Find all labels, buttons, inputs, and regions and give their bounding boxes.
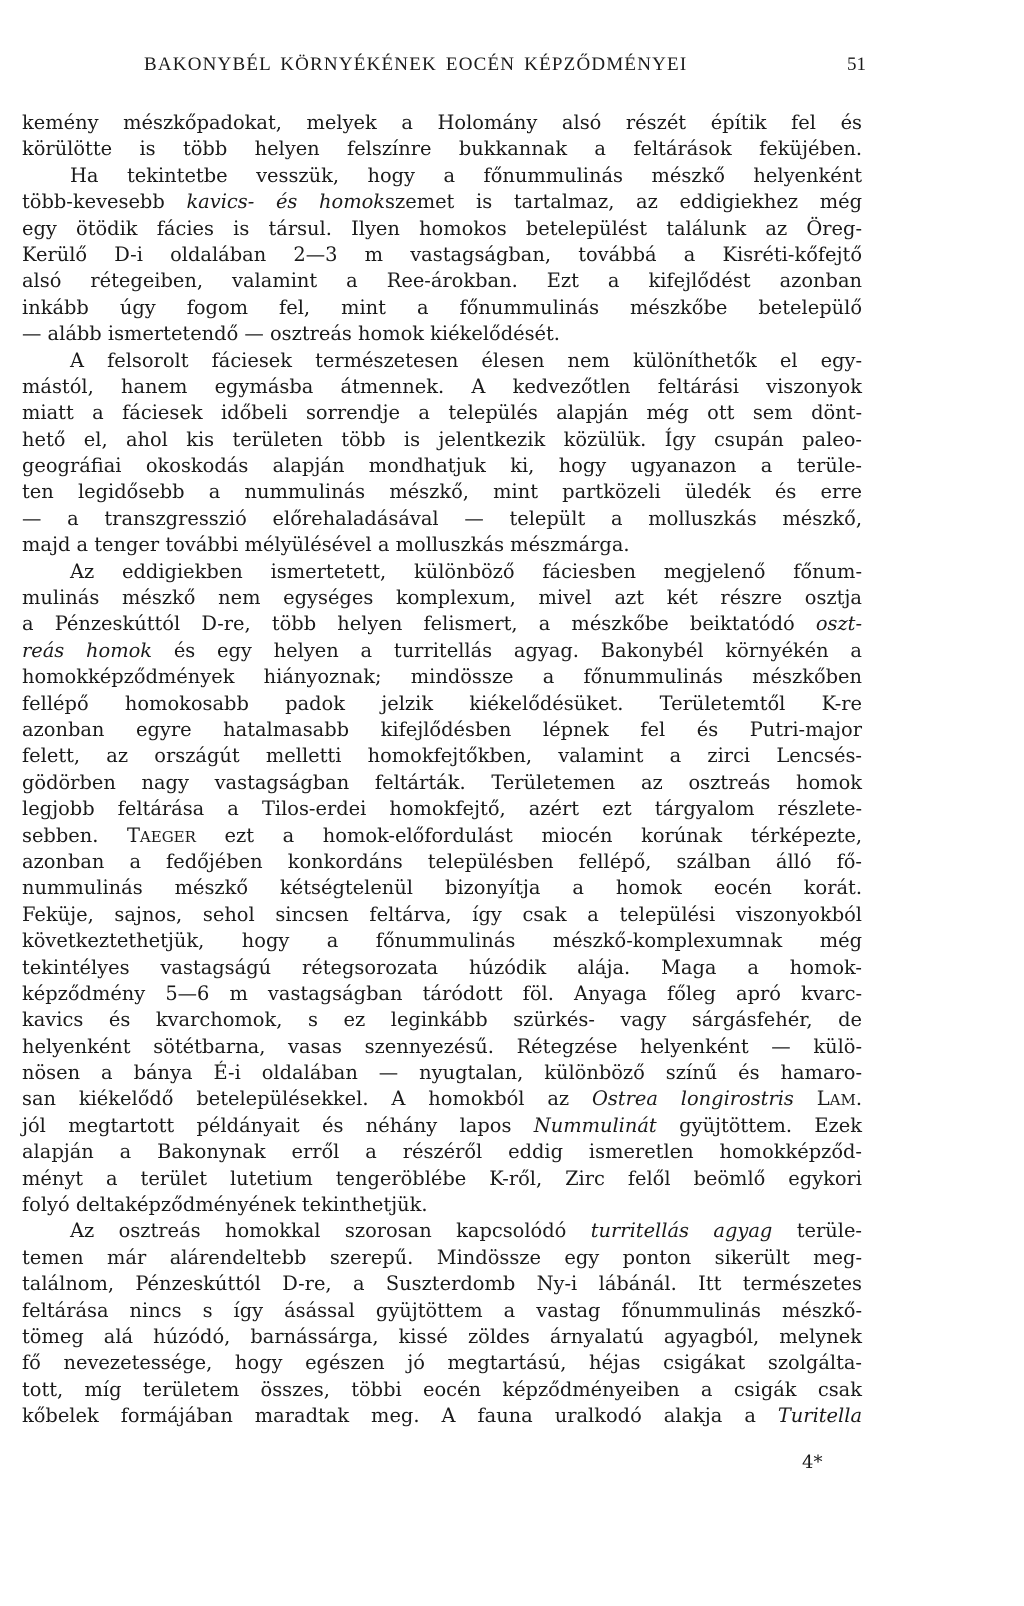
running-header (22, 54, 866, 84)
body-text (22, 110, 862, 1430)
text-line: san kiékelődő betelepülésekkel. A homokból az Ostrea longirostris LAM. (22, 1087, 862, 1111)
text-line: kemény mészkőpadokat, melyek a Holomány alsó részét építik fel és (22, 111, 862, 134)
text-line: — alább ismertetendő — osztreás homok kiékelődését. (22, 322, 560, 346)
signature-mark: 4* (802, 1452, 823, 1473)
text-line: inkább úgy fogom fel, mint a főnummulinás mészkőbe betelepülő (22, 295, 862, 319)
text-line: felett, az országút melletti homokfejtőkben, valamint a zirci Lencsés- (22, 744, 862, 768)
text-line: alsó rétegeiben, valamint a Ree-árokban. Ezt a kifejlődést azonban (22, 269, 862, 293)
text-line: nummulinás mészkő kétségtelenül bizonyítja a homok eocén korát. (22, 876, 862, 900)
text-line: azonban egyre hatalmasabb kifejlődésben lépnek fel és Putri-major (22, 717, 862, 741)
text-line: homokképződmények hiányoznak; mindössze a főnummulinás mészkőben (22, 665, 862, 689)
text-line: kőbelek formájában maradtak meg. A fauna uralkodó alakja a Turitella (22, 1404, 862, 1428)
text-line: alapján a Bakonynak erről a részéről eddig ismeretlen homokképződ- (22, 1140, 862, 1164)
text-line: majd a tenger további mélyülésével a molluszkás mészmárga. (22, 533, 630, 557)
text-line: gödörben nagy vastagságban feltárták. Területemen az osztreás homok (22, 770, 862, 794)
text-line: találnom, Pénzeskúttól D-re, a Suszterdomb Ny-i lábánál. Itt természetes (22, 1272, 862, 1296)
text-line: sebben. TAEGER ezt a homok-előfordulást miocén korúnak térképezte, (22, 823, 863, 847)
text-line: kavics és kvarchomok, s ez leginkább szürkés- vagy sárgásfehér, de (22, 1008, 862, 1032)
text-line: Az osztreás homokkal szorosan kapcsolódó turritellás agyag terüle- (70, 1219, 862, 1243)
text-line: Az eddigiekben ismertetett, különböző fáciesben megjelenő főnum- (70, 559, 862, 583)
text-line: — a transzgresszió előrehaladásával — települt a molluszkás mészkő, (22, 506, 862, 530)
text-line: reás homok és egy helyen a turritellás agyag. Bakonybél környékén a (22, 638, 862, 662)
page-number: 51 (847, 54, 866, 75)
text-line: mulinás mészkő nem egységes komplexum, mivel azt két részre osztja (22, 586, 862, 610)
text-line: egy ötödik fácies is társul. Ilyen homokos betelepülést találunk az Öreg- (22, 216, 862, 240)
text-line: ményt a terület lutetium tengeröblébe K-ről, Zirc felől beömlő egykori (22, 1166, 862, 1190)
text-line: ten legidősebb a nummulinás mészkő, mint partközeli üledék és erre (22, 480, 862, 504)
text-line: fellépő homokosabb padok jelzik kiékelődésüket. Területemtől K-re (22, 691, 862, 715)
text-line: következtethetjük, hogy a főnummulinás mészkő-komplexumnak még (22, 929, 862, 953)
text-line: Kerülő D-i oldalában 2—3 m vastagságban, továbbá a Kisréti-kőfejtő (22, 242, 862, 266)
text-line: azonban a fedőjében konkordáns településben fellépő, szálban álló fő- (22, 849, 862, 873)
text-line: fő nevezetessége, hogy egészen jó megtartású, héjas csigákat szolgálta- (22, 1351, 862, 1375)
text-line: a Pénzeskúttól D-re, több helyen felismert, a mészkőbe beiktatódó oszt- (22, 612, 862, 636)
text-line: jól megtartott példányait és néhány lapos Nummulinát gyüjtöttem. Ezek (22, 1113, 863, 1137)
text-line: Feküje, sajnos, sehol sincsen feltárva, így csak a települési viszonyokból (22, 902, 862, 926)
page (22, 0, 866, 1606)
text-line: több-kevesebb kavics- és homokszemet is tartalmaz, az eddigiekhez még (22, 190, 862, 214)
text-line: miatt a fáciesek időbeli sorrendje a település alapján még ott sem dönt- (22, 401, 862, 425)
text-line: tekintélyes vastagságú rétegsorozata húzódik alája. Maga a homok- (22, 955, 862, 979)
text-line: képződmény 5—6 m vastagságban táródott föl. Anyaga főleg apró kvarc- (22, 981, 862, 1005)
text-line: Ha tekintetbe vesszük, hogy a főnummulinás mészkő helyenként (70, 163, 862, 187)
text-line: tömeg alá húzódó, barnássárga, kissé zöldes árnyalatú agyagból, melynek (22, 1324, 862, 1348)
text-line: tott, míg területem összes, többi eocén képződményeiben a csigák csak (22, 1377, 862, 1401)
text-line: mástól, hanem egymásba átmennek. A kedvezőtlen feltárási viszonyok (22, 374, 862, 398)
text-line: A felsorolt fáciesek természetesen élesen nem különíthetők el egy- (70, 348, 862, 372)
running-title: BAKONYBÉL KÖRNYÉKÉNEK EOCÉN KÉPZŐDMÉNYEI (144, 54, 688, 75)
text-line: helyenként sötétbarna, vasas szennyezésű. Rétegzése helyenként — külö- (22, 1034, 862, 1058)
text-line: körülötte is több helyen felszínre bukkannak a feltárások feküjében. (22, 137, 862, 161)
text-line: feltárása nincs s így ásással gyüjtöttem a vastag főnummulinás mészkő- (22, 1298, 862, 1322)
text-line: hető el, ahol kis területen több is jelentkezik közülük. Így csupán paleo- (22, 427, 862, 451)
text-line: geográfiai okoskodás alapján mondhatjuk ki, hogy ugyanazon a terüle- (22, 454, 862, 478)
text-line: folyó deltaképződményének tekinthetjük. (22, 1193, 428, 1217)
text-line: nösen a bánya É-i oldalában — nyugtalan, különböző színű és hamaro- (22, 1061, 862, 1085)
text-line: legjobb feltárása a Tilos-erdei homokfejtő, azért ezt tárgyalom részlete- (22, 797, 862, 821)
text-line: temen már alárendeltebb szerepű. Mindössze egy ponton sikerült meg- (22, 1245, 862, 1269)
